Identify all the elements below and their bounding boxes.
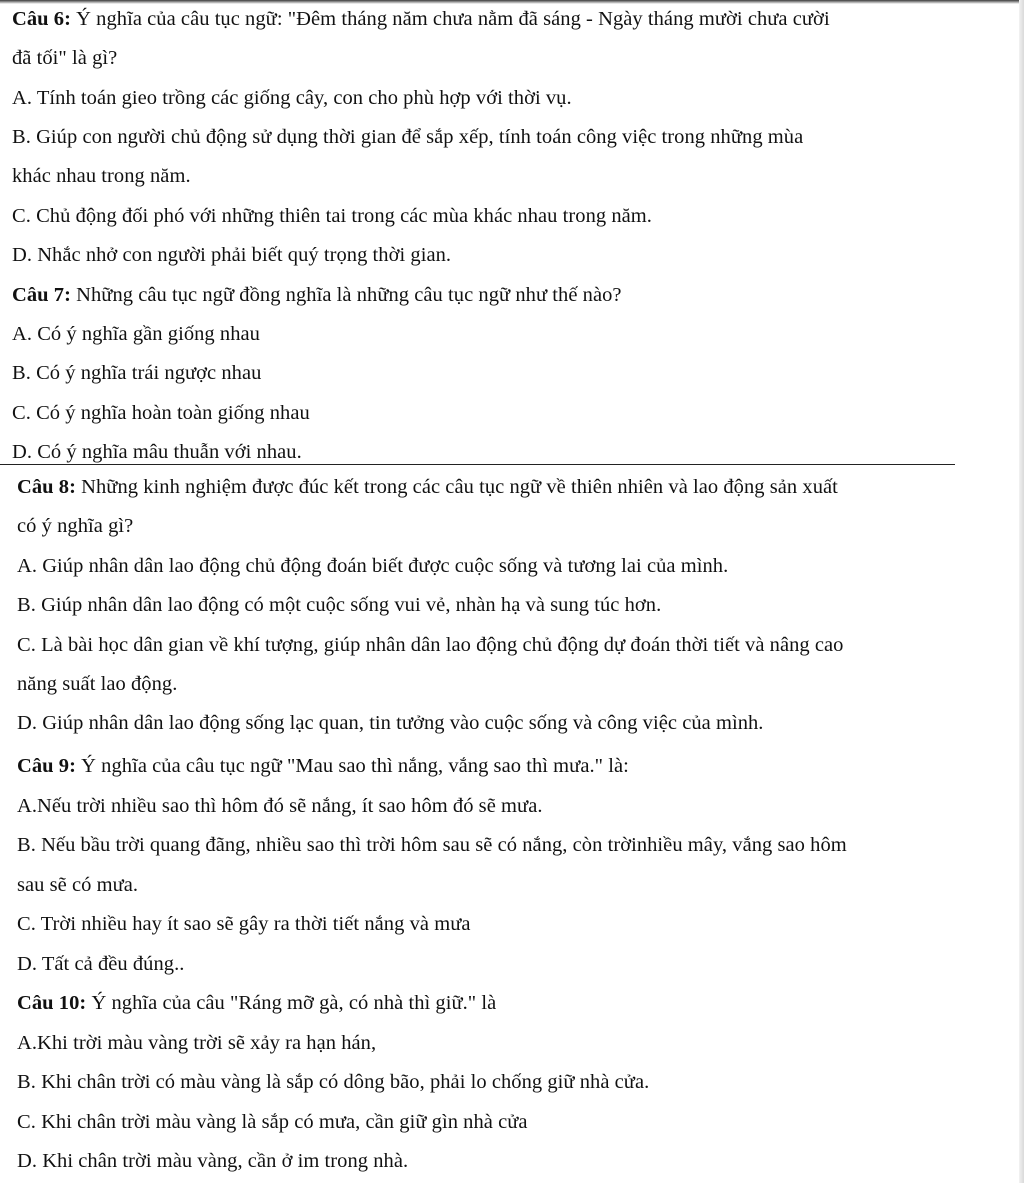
question-10-option-b[interactable]: B. Khi chân trời có màu vàng là sắp có dông bão, phải lo chống giữ nhà cửa.	[17, 1071, 650, 1093]
question-9-label: Câu 9:	[17, 755, 76, 777]
question-8-option-d[interactable]: D. Giúp nhân dân lao động sống lạc quan, tin tưởng vào cuộc sống và công việc của mình.	[17, 712, 764, 734]
question-6-label: Câu 6:	[12, 8, 71, 30]
question-10-option-a[interactable]: A.Khi trời màu vàng trời sẽ xảy ra hạn hán,	[17, 1032, 377, 1054]
question-7-option-c[interactable]: C. Có ý nghĩa hoàn toàn giống nhau	[12, 402, 310, 424]
question-9-option-d[interactable]: D. Tất cả đều đúng..	[17, 953, 185, 975]
question-6-option-b-cont[interactable]: khác nhau trong năm.	[12, 165, 191, 187]
question-9-option-b[interactable]: B. Nếu bầu trời quang đãng, nhiều sao thì trời hôm sau sẽ có nắng, còn trờinhiều mây, vắng sao hôm	[17, 834, 847, 856]
question-6-stem: Câu 6: Ý nghĩa của câu tục ngữ: "Đêm tháng năm chưa nằm đã sáng - Ngày tháng mười chưa cười	[12, 8, 830, 30]
question-9-option-a[interactable]: A.Nếu trời nhiều sao thì hôm đó sẽ nắng, ít sao hôm đó sẽ mưa.	[17, 795, 543, 817]
question-6-option-a[interactable]: A. Tính toán gieo trồng các giống cây, con cho phù hợp với thời vụ.	[12, 87, 572, 109]
question-8-option-b[interactable]: B. Giúp nhân dân lao động có một cuộc sống vui vẻ, nhàn hạ và sung túc hơn.	[17, 594, 662, 616]
question-7-label: Câu 7:	[12, 284, 71, 306]
question-8-stem: Câu 8: Những kinh nghiệm được đúc kết trong các câu tục ngữ về thiên nhiên và lao động sản xuất	[17, 476, 838, 498]
question-8-option-a[interactable]: A. Giúp nhân dân lao động chủ động đoán biết được cuộc sống và tương lai của mình.	[17, 555, 729, 577]
question-7-stem: Câu 7: Những câu tục ngữ đồng nghĩa là những câu tục ngữ như thế nào?	[12, 284, 622, 306]
question-10-stem: Câu 10: Ý nghĩa của câu "Ráng mỡ gà, có nhà thì giữ." là	[17, 992, 497, 1014]
question-10-option-d[interactable]: D. Khi chân trời màu vàng, cần ở im trong nhà.	[17, 1150, 409, 1172]
question-9-option-c[interactable]: C. Trời nhiều hay ít sao sẽ gây ra thời tiết nắng và mưa	[17, 913, 471, 935]
top-edge-shadow	[0, 0, 1024, 4]
question-10-label: Câu 10:	[17, 992, 87, 1014]
question-9-stem: Câu 9: Ý nghĩa của câu tục ngữ "Mau sao thì nắng, vắng sao thì mưa." là:	[17, 755, 629, 777]
question-8-stem-cont: có ý nghĩa gì?	[17, 515, 134, 537]
question-6-option-d[interactable]: D. Nhắc nhở con người phải biết quý trọng thời gian.	[12, 244, 452, 266]
question-7-option-d[interactable]: D. Có ý nghĩa mâu thuẫn với nhau.	[12, 441, 302, 463]
question-8-label: Câu 8:	[17, 476, 76, 498]
question-10-option-c[interactable]: C. Khi chân trời màu vàng là sắp có mưa, cần giữ gìn nhà cửa	[17, 1111, 528, 1133]
section-divider	[0, 464, 955, 465]
question-7-option-a[interactable]: A. Có ý nghĩa gần giống nhau	[12, 323, 260, 345]
question-8-option-c[interactable]: C. Là bài học dân gian về khí tượng, giúp nhân dân lao động chủ động dự đoán thời tiết và nâng cao	[17, 634, 844, 656]
right-page-edge	[1019, 0, 1024, 1183]
question-8-option-c-cont[interactable]: năng suất lao động.	[17, 673, 178, 695]
question-7-option-b[interactable]: B. Có ý nghĩa trái ngược nhau	[12, 362, 262, 384]
question-6-option-c[interactable]: C. Chủ động đối phó với những thiên tai trong các mùa khác nhau trong năm.	[12, 205, 652, 227]
question-9-option-b-cont[interactable]: sau sẽ có mưa.	[17, 874, 139, 896]
question-6-option-b[interactable]: B. Giúp con người chủ động sử dụng thời gian để sắp xếp, tính toán công việc trong những mùa	[12, 126, 804, 148]
question-6-stem-cont: đã tối" là gì?	[12, 47, 118, 69]
